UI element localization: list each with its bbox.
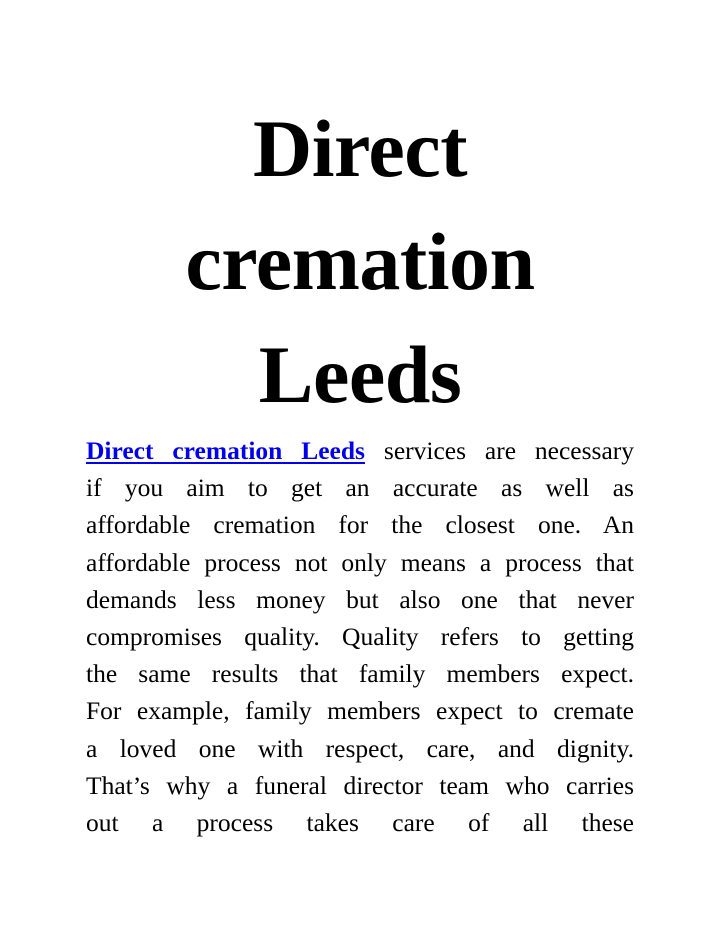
text-line: For example, family members expect to cremate — [86, 696, 634, 726]
text-line: That’s why a funeral director team who carries — [86, 770, 634, 800]
text-line: affordable process not only means a process that — [86, 547, 634, 577]
text-line: a loved one with respect, care, and dignity. — [86, 733, 634, 763]
text-line: if you aim to get an accurate as well as — [86, 473, 634, 503]
direct-cremation-leeds-link[interactable]: Direct cremation Leeds — [86, 436, 365, 465]
text-line: the same results that family members expect. — [86, 659, 634, 689]
text-line — [86, 432, 634, 469]
text-line: out a process takes care of all these — [86, 807, 634, 837]
first-line-rest: services are necessary — [383, 436, 635, 465]
title-line-1: Direct — [252, 103, 467, 194]
page-title — [0, 92, 720, 431]
text-line: compromises quality. Quality refers to getting — [86, 621, 634, 651]
text-line: affordable cremation for the closest one. An — [86, 510, 634, 540]
article-paragraph — [86, 432, 634, 841]
text-line: demands less money but also one that never — [86, 584, 634, 614]
title-line-3: Leeds — [258, 329, 462, 420]
title-line-2: cremation — [185, 216, 535, 307]
